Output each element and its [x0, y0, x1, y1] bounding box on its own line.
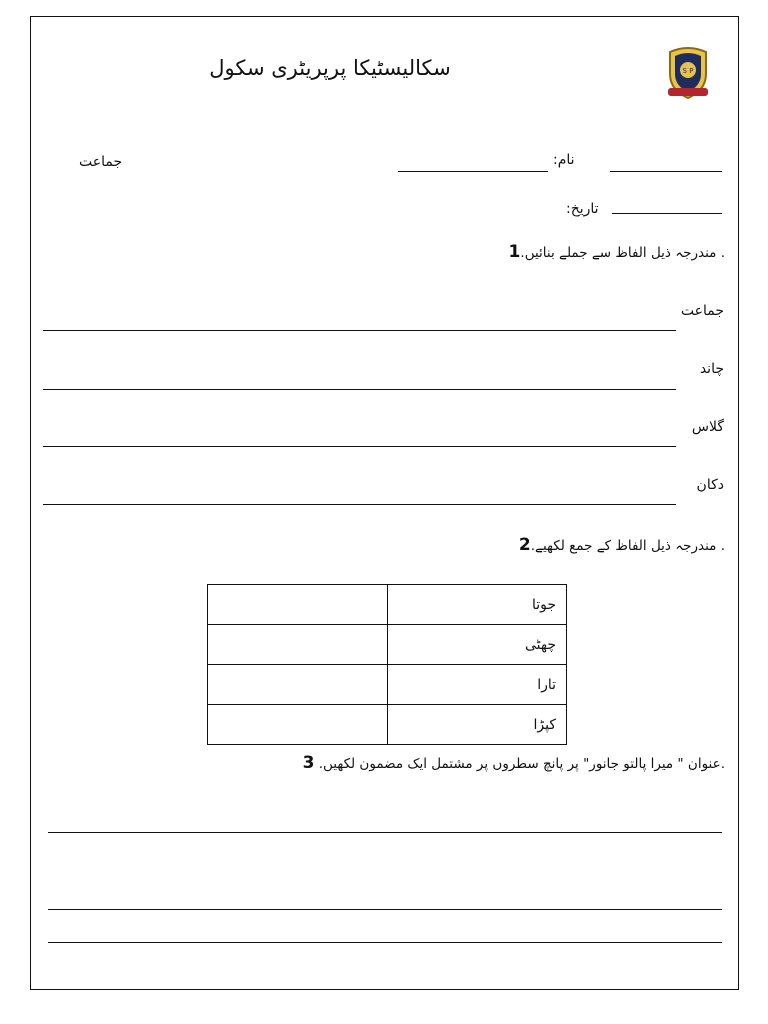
question-3-heading: 3 .عنوان " میرا پالتو جانور" پر پانچ سطروں پر مشتمل ایک مضمون لکھیں.	[302, 753, 725, 773]
svg-text:S P: S P	[682, 67, 694, 75]
question-2-prompt: مندرجہ ذیل الفاظ کے جمع لکھیے	[535, 538, 717, 554]
q1-word-2: چاند	[699, 361, 724, 377]
table-row	[208, 705, 567, 745]
question-2-number: 2	[518, 535, 531, 555]
class-input-line[interactable]	[398, 171, 548, 172]
q1-word-1: جماعت	[680, 303, 724, 319]
table-row	[208, 625, 567, 665]
q1-answer-line-4[interactable]	[43, 504, 676, 505]
q1-answer-line-1[interactable]	[43, 330, 676, 331]
singular-word-cell: جوتا	[387, 585, 567, 625]
question-3-prompt: عنوان " میرا پالتو جانور" پر پانچ سطروں پر مشتمل ایک مضمون لکھیں	[323, 756, 721, 772]
essay-line-1[interactable]	[48, 832, 722, 833]
date-label: تاریخ:	[566, 201, 599, 217]
class-label: جماعت	[79, 154, 123, 170]
question-1-heading: 1.مندرجہ ذیل الفاظ سے جملے بنائیں .	[508, 242, 725, 262]
q1-word-4: دکان	[696, 477, 724, 493]
table-row	[208, 585, 567, 625]
q1-answer-line-3[interactable]	[43, 446, 676, 447]
school-crest-icon	[664, 42, 712, 102]
question-2-heading: 2.مندرجہ ذیل الفاظ کے جمع لکھیے .	[518, 535, 725, 555]
plural-answer-cell[interactable]	[208, 665, 388, 705]
plural-answer-cell[interactable]	[208, 705, 388, 745]
plural-answer-cell[interactable]	[208, 625, 388, 665]
table-row	[208, 665, 567, 705]
singular-word-cell: چھٹی	[387, 625, 567, 665]
date-input-line[interactable]	[612, 213, 722, 214]
singular-word-cell: کپڑا	[387, 705, 567, 745]
question-1-prompt: مندرجہ ذیل الفاظ سے جملے بنائیں	[524, 245, 717, 261]
name-input-line[interactable]	[610, 171, 722, 172]
question-1-number: 1	[508, 242, 521, 262]
q1-answer-line-2[interactable]	[43, 389, 676, 390]
worksheet-border	[30, 16, 739, 990]
q1-word-3: گلاس	[691, 419, 724, 435]
essay-line-3[interactable]	[48, 942, 722, 943]
name-label: نام:	[553, 152, 575, 168]
question-3-number: 3	[302, 753, 315, 773]
essay-line-2[interactable]	[48, 909, 722, 910]
plural-answer-cell[interactable]	[208, 585, 388, 625]
singular-word-cell: تارا	[387, 665, 567, 705]
plural-table	[207, 584, 567, 745]
school-title: سکالیسٹیکا پرپریٹری سکول	[209, 56, 451, 80]
